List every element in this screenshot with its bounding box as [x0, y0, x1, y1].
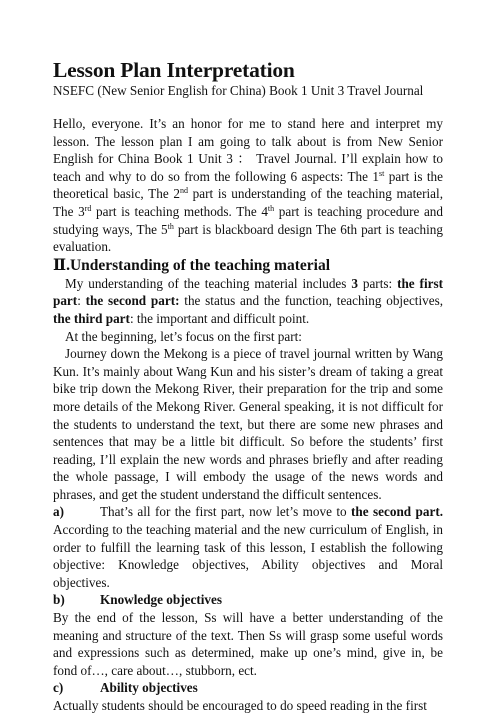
text-run-bold: the second part: — [85, 293, 180, 309]
section-paragraph: By the end of the lesson, Ss will have a better understanding of the meaning and structure of the text. Then Ss will grasp some useful words and expressions such as determined, make up one’s mind, give in, be fond of…, care about…, stubborn, ect. — [53, 610, 443, 678]
document-title: Lesson Plan Interpretation — [53, 58, 295, 82]
intro-paragraph — [53, 115, 443, 256]
text-run: : — [77, 293, 86, 309]
intro-text: part is the theoretical basic, The 2 — [53, 168, 443, 202]
ordinal-suffix: nd — [179, 186, 188, 196]
section-heading — [53, 256, 443, 275]
list-label: a) — [53, 504, 64, 520]
section-paragraph: At the beginning, let’s focus on the first part: — [65, 328, 302, 344]
section-paragraph — [53, 275, 443, 328]
text-run-bold: 3 — [351, 275, 358, 291]
text-run-bold: the first part — [53, 275, 443, 309]
section-paragraph: Journey down the Mekong is a piece of travel journal written by Wang Kun. It’s mainly about Wang Kun and his sister’s dream of taking a great bike trip down the Mekong River, their preparation for the trip and some more details of the Mekong River. General speaking, it is not difficult for the students to understand the text, but there are some new phrases and sentences that may be a little bit difficult. So before the students’ first reading, I’ll explain the new words and phrases briefly and after reading the whole passage, I will embody the usage of the news words and phrases, and get the student understand the difficult sentences. — [53, 346, 443, 502]
ordinal-suffix: st — [378, 168, 385, 178]
list-label: b) — [53, 592, 65, 608]
text-run-bold: the second part. — [351, 504, 444, 520]
roman-numeral: Ⅱ — [53, 256, 67, 274]
intro-text: part is teaching procedure and studying ways, The 5 — [53, 203, 443, 237]
section-heading-text: .Understanding of the teaching material — [66, 256, 330, 274]
intro-text: Hello, everyone. It’s an honor for me to stand here and interpret my lesson. The lesson plan I am going to talk about is from New Senior English for China Book 1 Unit 3 ： Travel Journal. I’ll explain how to teach and why to do so from the following 6 aspects: The 1 — [53, 116, 443, 184]
document-subtitle: NSEFC (New Senior English for China) Book 1 Unit 3 Travel Journal — [53, 83, 424, 98]
list-label: c) — [53, 680, 64, 696]
text-run: My understanding of the teaching material includes — [65, 275, 352, 291]
text-run-bold: the third part — [53, 310, 130, 326]
text-run: the status and the function, teaching objectives, — [179, 293, 443, 309]
text-run: parts: — [357, 275, 398, 291]
list-item-b-heading — [53, 591, 443, 609]
intro-text: part is blackboard design The 6th part is teaching evaluation. — [53, 221, 443, 255]
text-run: : the important and difficult point. — [129, 310, 310, 326]
intro-text: part is understanding of the teaching material, The 3 — [53, 186, 443, 219]
subsection-heading: Knowledge objectives — [100, 592, 222, 608]
intro-text: part is teaching methods. The 4 — [91, 203, 268, 219]
list-item-a — [53, 503, 443, 591]
section-paragraph: Actually students should be encouraged to do speed reading in the first — [53, 698, 427, 713]
list-item-c-heading — [53, 679, 443, 697]
ordinal-suffix: rd — [84, 203, 92, 213]
subsection-heading: Ability objectives — [100, 680, 198, 696]
ordinal-suffix: th — [167, 221, 174, 231]
text-run: According to the teaching material and the new curriculum of English, in order to fulfill the learning task of this lesson, I establish the following objective: Knowledge objectives, Ability objectives and Moral objectives. — [53, 522, 443, 590]
ordinal-suffix: th — [267, 203, 275, 213]
text-run: That’s all for the first part, now let’s move to — [100, 504, 352, 520]
